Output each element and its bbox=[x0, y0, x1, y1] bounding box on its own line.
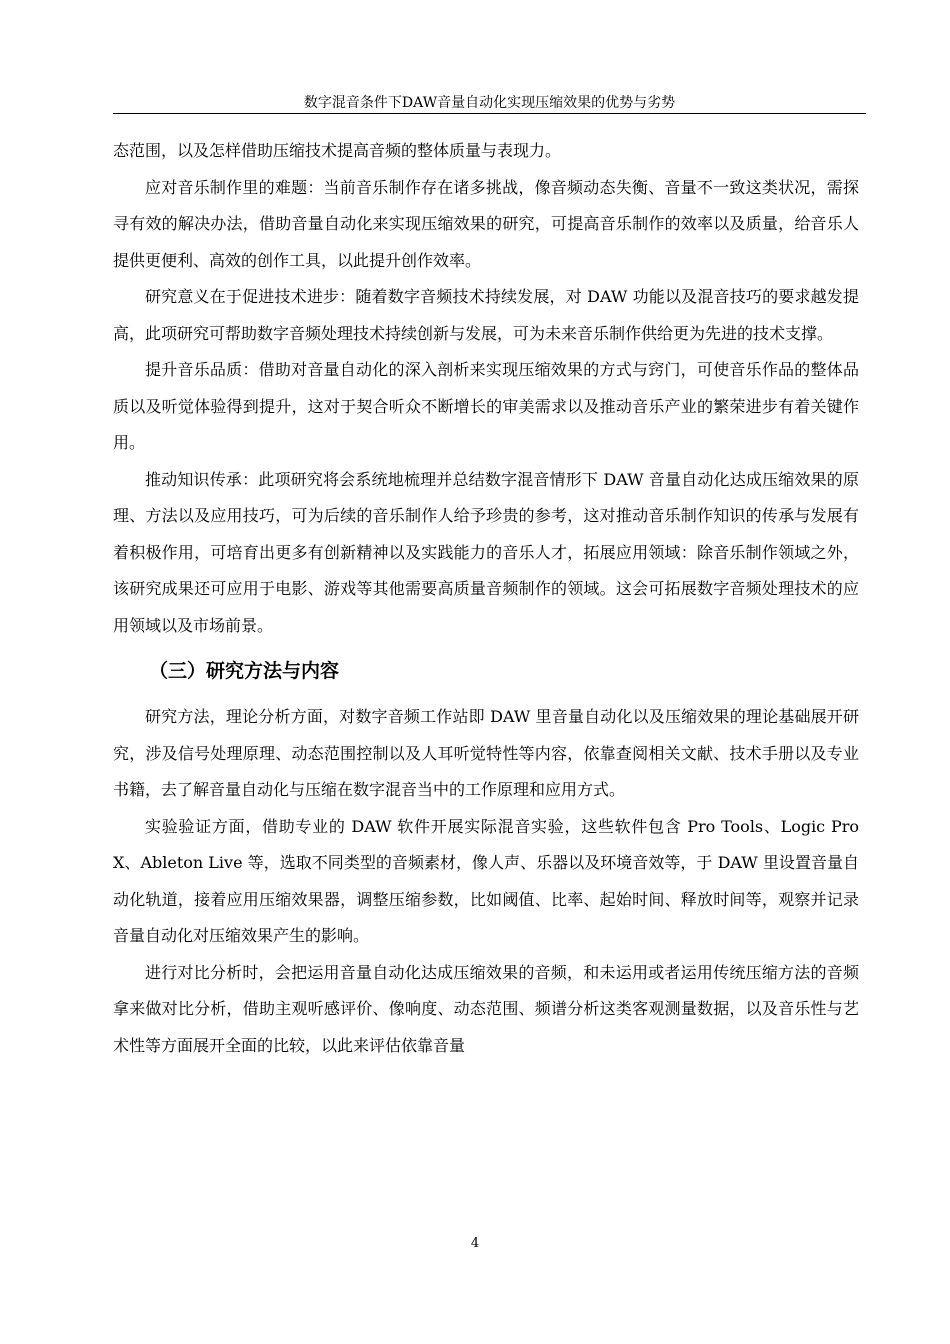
paragraph-music-quality: 提升音乐品质：借助对音量自动化的深入剖析来实现压缩效果的方式与窍门，可使音乐作品的整体品质以及听觉体验得到提升，这对于契合听众不断增长的审美需求以及推动音乐产业的繁荣进步有着关键作用。 bbox=[113, 360, 859, 452]
running-header: 数字混音条件下DAW音量自动化实现压缩效果的优势与劣势 bbox=[303, 95, 676, 111]
paragraph-continuation: 态范围，以及怎样借助压缩技术提高音频的整体质量与表现力。 bbox=[113, 141, 562, 160]
paragraph-experiment: 实验验证方面，借助专业的 DAW 软件开展实际混音实验，这些软件包含 Pro Tools、Logic Pro X、Ableton Live 等，选取不同类型的音频素材，像人声、乐器以及环境音效等，于 DAW 里设置音量自动化轨道，接着应用压缩效果器，调整压缩参数，比如阈值、比率、起始时间、释放时间等，观察并记录音量自动化对压缩效果产生的影响。 bbox=[113, 816, 859, 945]
section-heading: （三）研究方法与内容 bbox=[149, 660, 340, 682]
paragraph-theory: 研究方法，理论分析方面，对数字音频工作站即 DAW 里音量自动化以及压缩效果的理论基础展开研究，涉及信号处理原理、动态范围控制以及人耳听觉特性等内容，依靠查阅相关文献、技术手册以及专业书籍，去了解音量自动化与压缩在数字混音当中的工作原理和应用方式。 bbox=[113, 707, 859, 799]
paragraph-tech-progress: 研究意义在于促进技术进步：随着数字音频技术持续发展，对 DAW 功能以及混音技巧的要求越发提高，此项研究可帮助数字音频处理技术持续创新与发展，可为未来音乐制作供给更为先进的技术支撑。 bbox=[113, 287, 859, 343]
page-number: 4 bbox=[470, 1236, 480, 1251]
paragraph-comparison: 进行对比分析时，会把运用音量自动化达成压缩效果的音频，和未运用或者运用传统压缩方法的音频拿来做对比分析，借助主观听感评价、像响度、动态范围、频谱分析这类客观测量数据，以及音乐性与艺术性等方面展开全面的比较，以此来评估依靠音量 bbox=[113, 962, 859, 1055]
body-text bbox=[113, 133, 859, 1064]
paragraph-knowledge: 推动知识传承：此项研究将会系统地梳理并总结数字混音情形下 DAW 音量自动化达成压缩效果的原理、方法以及应用技巧，可为后续的音乐制作人给予珍贵的参考，这对推动音乐制作知识的传承与发展有着积极作用，可培育出更多有创新精神以及实践能力的音乐人才，拓展应用领域：除音乐制作领域之外，该研究成果还可应用于电影、游戏等其他需要高质量音频制作的领域。这会可拓展数字音频处理技术的应用领域以及市场前景。 bbox=[113, 469, 859, 635]
header-divider bbox=[113, 113, 866, 114]
paragraph-challenges: 应对音乐制作里的难题：当前音乐制作存在诸多挑战，像音频动态失衡、音量不一致这类状况，需探寻有效的解决办法，借助音量自动化来实现压缩效果的研究，可提高音乐制作的效率以及质量，给音乐人提供更便利、高效的创作工具，以此提升创作效率。 bbox=[113, 177, 859, 270]
